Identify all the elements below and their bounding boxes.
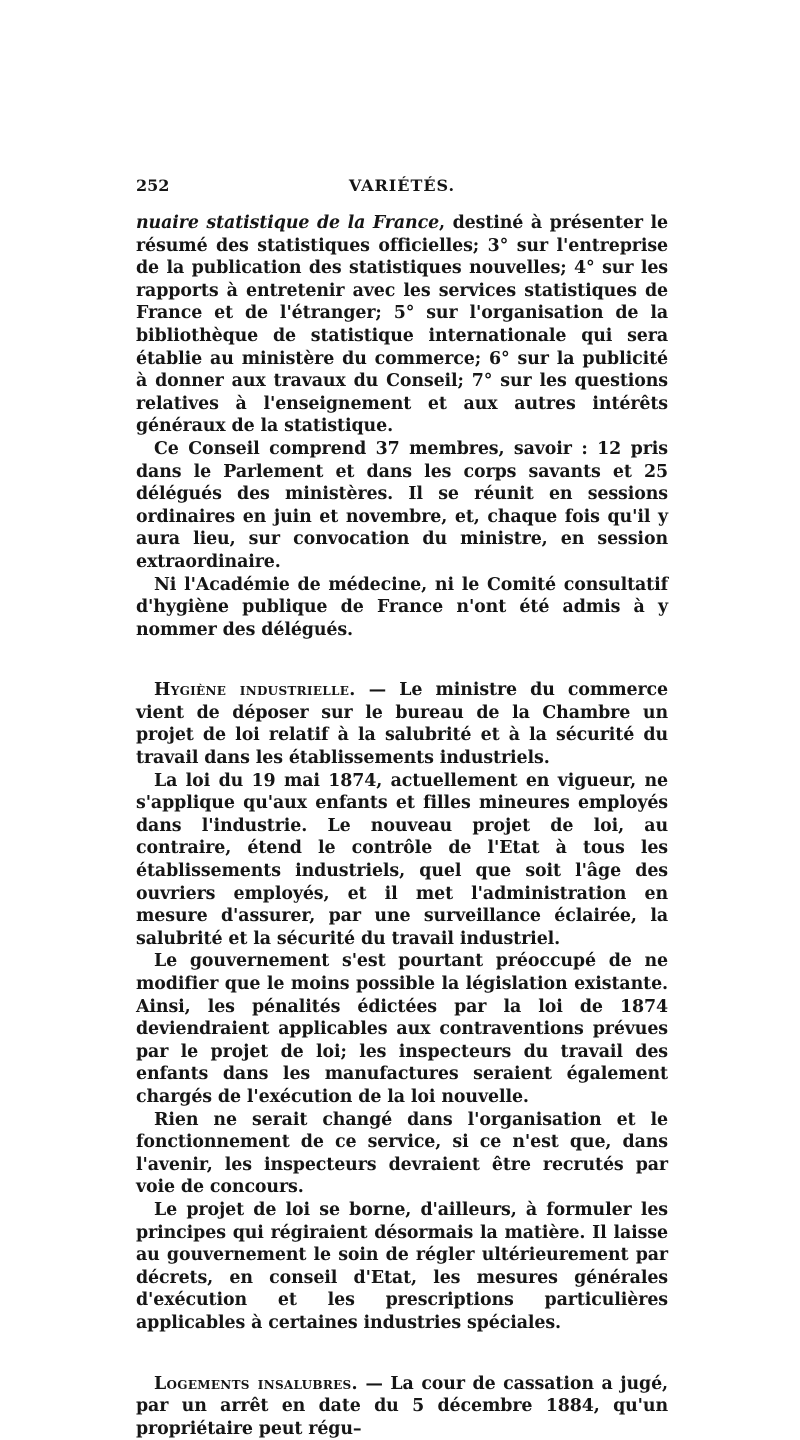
paragraph-text: — La cour de cassation a jugé, par un arrêt en date du 5 décembre 1884, qu'un propriétaire peut régu– bbox=[136, 1374, 668, 1439]
paragraph: La loi du 19 mai 1874, actuellement en vigueur, ne s'applique qu'aux enfants et filles mineures employés dans l'industrie. Le nouveau projet de loi, au contraire, étend le contrôle de l'Etat à tous les établissements industriels, quel que soit l'âge des ouvriers employés, et il met l'administration en mesure d'assurer, par une surveillance éclairée, la salubrité et la sécurité du travail industriel. bbox=[136, 770, 668, 951]
section-heading: Hygiène industrielle. bbox=[154, 680, 356, 700]
paragraph: Ce Conseil comprend 37 membres, savoir : 12 pris dans le Parlement et dans les corps savants et 25 délégués des ministères. Il se réunit en sessions ordinaires en juin et novembre, et, chaque fois qu'il y aura lieu, sur convocation du ministre, en session extraordinaire. bbox=[136, 438, 668, 574]
paragraph: Le gouvernement s'est pourtant préoccupé de ne modifier que le moins possible la législation existante. Ainsi, les pénalités édictées par la loi de 1874 deviendraient applicables aux contraventions prévues par le projet de loi; les inspecteurs du travail des enfants dans les manufactures seraient également chargés de l'exécution de la loi nouvelle. bbox=[136, 950, 668, 1108]
paragraph bbox=[136, 212, 668, 438]
paragraph: Le projet de loi se borne, d'ailleurs, à formuler les principes qui régiraient désormais la matière. Il laisse au gouvernement le soin de régler ultérieurement par décrets, en conseil d'Etat, les mesures générales d'exécution et les prescriptions particulières applicables à certaines industries spéciales. bbox=[136, 1199, 668, 1335]
paragraph-text: — Le ministre du commerce vient de déposer sur le bureau de la Chambre un projet de loi relatif à la salubrité et à la sécurité du travail dans les établissements industriels. bbox=[136, 680, 668, 768]
italic-title: nuaire statistique de la France bbox=[136, 213, 439, 233]
section-paragraph bbox=[136, 679, 668, 769]
paragraph: Ni l'Académie de médecine, ni le Comité consultatif d'hygiène publique de France n'ont été admis à y nommer des délégués. bbox=[136, 574, 668, 642]
paragraph: Rien ne serait changé dans l'organisation et le fonctionnement de ce service, si ce n'est que, dans l'avenir, les inspecteurs devraient être recrutés par voie de concours. bbox=[136, 1109, 668, 1199]
body-text bbox=[136, 212, 668, 1440]
section-paragraph bbox=[136, 1373, 668, 1440]
page-header bbox=[136, 176, 668, 200]
paragraph-text: , destiné à présenter le résumé des statistiques officielles; 3° sur l'entreprise de la publication des statistiques nouvelles; 4° sur les rapports à entretenir avec les services statistiques de France et de l'étranger; 5° sur l'organisation de la bibliothèque de statistique internationale qui sera établie au ministère du commerce; 6° sur la publicité à donner aux travaux du Conseil; 7° sur les questions relatives à l'enseignement et aux autres intérêts généraux de la statistique. bbox=[136, 213, 668, 436]
section-heading: Logements insalubres. bbox=[154, 1374, 358, 1394]
page-number: 252 bbox=[136, 176, 169, 195]
running-head: VARIÉTÉS. bbox=[136, 176, 668, 195]
